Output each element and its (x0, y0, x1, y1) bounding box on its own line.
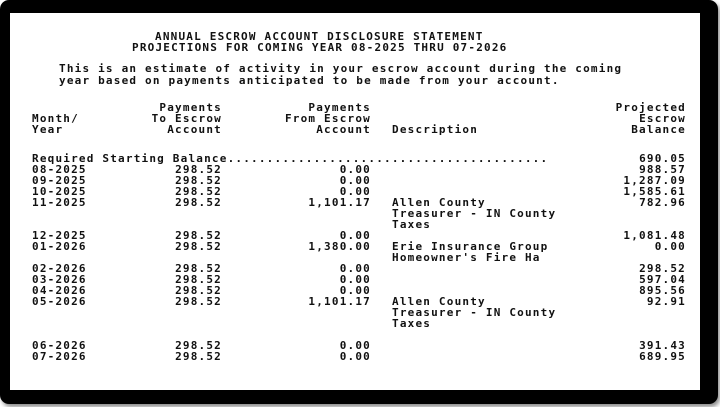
balance-cell: 0.00 (654, 240, 686, 253)
intro-line1: This is an estimate of activity in your escrow account during the coming (59, 62, 623, 75)
statement-intro (59, 63, 700, 87)
header-payments-from-escrow: Payments From Escrow Account (284, 101, 371, 136)
balance-cell: 1,585.61 (623, 185, 686, 198)
month-year-cell: 07-2026 (32, 350, 87, 363)
balance-cell: 895.56 (639, 284, 686, 297)
balance-cell: 1,081.48 (623, 229, 686, 242)
table-row (32, 197, 686, 230)
statement-title-line2: PROJECTIONS FOR COMING YEAR 08-2025 THRU 07-2026 (132, 41, 508, 54)
header-description: Description (392, 123, 479, 136)
payments-from-cell: 0.00 (339, 174, 371, 187)
balance-cell: 298.52 (639, 262, 686, 275)
payments-from-cell: 0.00 (339, 229, 371, 242)
month-year-cell: 12-2025 (32, 229, 87, 242)
balance-cell: 597.04 (639, 273, 686, 286)
payments-from-cell: 0.00 (339, 163, 371, 176)
month-year-cell: 06-2026 (32, 339, 87, 352)
payments-to-cell: 298.52 (175, 185, 222, 198)
escrow-projection-table (32, 102, 686, 362)
payments-from-cell: 0.00 (339, 185, 371, 198)
payments-from-cell: 0.00 (339, 273, 371, 286)
payments-from-cell: 1,101.17 (308, 295, 371, 308)
payments-to-cell: 298.52 (175, 273, 222, 286)
balance-cell: 782.96 (639, 196, 686, 209)
balance-cell: 92.91 (646, 295, 686, 308)
month-year-cell: 11-2025 (32, 196, 87, 209)
payments-to-cell: 298.52 (175, 174, 222, 187)
month-year-cell: 02-2026 (32, 262, 87, 275)
payments-from-cell: 0.00 (339, 339, 371, 352)
description-cell (371, 263, 612, 274)
payments-to-cell: 298.52 (175, 196, 222, 209)
intro-line2: year based on payments anticipated to be made from your account. (59, 74, 560, 87)
payments-from-cell: 0.00 (339, 262, 371, 275)
description-cell (371, 340, 612, 351)
description-cell: Allen County Treasurer - IN County Taxes (392, 295, 557, 330)
balance-cell: 1,287.09 (623, 174, 686, 187)
payments-to-cell: 298.52 (175, 163, 222, 176)
header-payments-to-escrow: Payments To Escrow Account (151, 101, 222, 136)
escrow-table-header (32, 102, 686, 153)
month-year-cell: 04-2026 (32, 284, 87, 297)
description-cell (371, 274, 612, 285)
month-year-cell: 01-2026 (32, 240, 87, 253)
payments-from-cell: 1,380.00 (308, 240, 371, 253)
balance-cell: 689.95 (639, 350, 686, 363)
month-year-cell: 09-2025 (32, 174, 87, 187)
table-row (32, 296, 686, 340)
table-row (32, 351, 686, 362)
table-row (32, 241, 686, 263)
payments-to-cell: 298.52 (175, 262, 222, 275)
balance-cell: 391.43 (639, 339, 686, 352)
statement-title-line1: ANNUAL ESCROW ACCOUNT DISCLOSURE STATEMENT (155, 30, 484, 43)
month-year-cell: 10-2025 (32, 185, 87, 198)
description-cell (371, 351, 612, 362)
description-cell: Erie Insurance Group Homeowner's Fire Ha (392, 240, 549, 264)
balance-cell: 988.57 (639, 163, 686, 176)
payments-to-cell: 298.52 (175, 339, 222, 352)
escrow-table-body (32, 153, 686, 362)
payments-to-cell: 298.52 (175, 240, 222, 253)
month-year-cell: 08-2025 (32, 163, 87, 176)
required-starting-balance-label: Required Starting Balance......................................... (32, 152, 549, 165)
header-month-year: Month/ Year (32, 112, 79, 136)
payments-to-cell: 298.52 (175, 350, 222, 363)
description-cell (371, 164, 612, 175)
required-starting-balance-value: 690.05 (639, 152, 686, 165)
statement-title-block (10, 13, 700, 53)
month-year-cell: 03-2026 (32, 273, 87, 286)
description-cell (371, 175, 612, 186)
payments-from-cell: 1,101.17 (308, 196, 371, 209)
payments-to-cell: 298.52 (175, 284, 222, 297)
payments-from-cell: 0.00 (339, 350, 371, 363)
payments-from-cell: 0.00 (339, 284, 371, 297)
payments-to-cell: 298.52 (175, 229, 222, 242)
month-year-cell: 05-2026 (32, 295, 87, 308)
header-projected-balance: Projected Escrow Balance (615, 101, 686, 136)
description-cell: Allen County Treasurer - IN County Taxes (392, 196, 557, 231)
payments-to-cell: 298.52 (175, 295, 222, 308)
statement-page (10, 13, 700, 390)
